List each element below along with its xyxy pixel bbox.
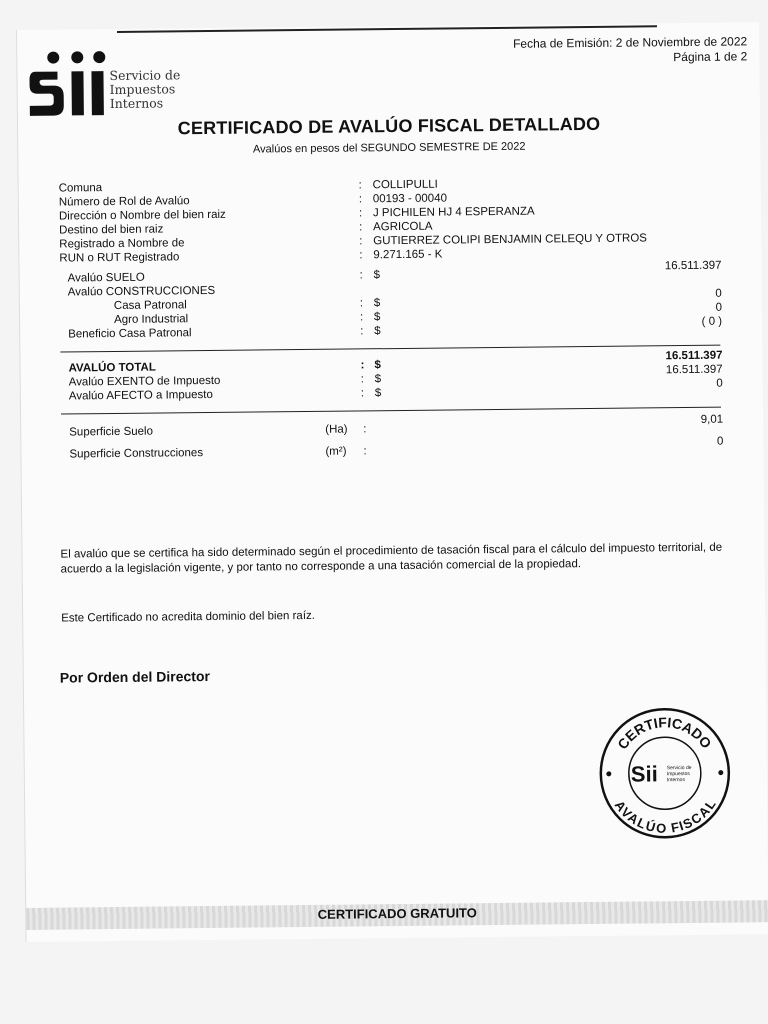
colon: :: [359, 249, 363, 262]
colon: :: [359, 269, 363, 282]
currency: $: [373, 297, 381, 310]
dominio-note: Este Certificado no acredita dominio del bien raíz.: [61, 609, 315, 625]
seal-small-text: Internos: [666, 777, 686, 784]
logo-text: Servicio de Impuestos Internos: [109, 67, 181, 112]
sii-logo-icon: [27, 49, 110, 118]
issue-date: Fecha de Emisión: 2 de Noviembre de 2022: [512, 34, 748, 51]
colon: :: [359, 235, 363, 248]
currency: $: [373, 311, 381, 324]
surface-unit: (m²): [325, 445, 347, 458]
avaluo-label: Casa Patronal: [113, 299, 187, 312]
colon: :: [360, 387, 365, 400]
field-label: Registrado a Nombre de: [59, 237, 185, 251]
page-number: Página 1 de 2: [673, 49, 748, 65]
amount: 0: [715, 301, 723, 314]
field-value: 00193 - 00040: [372, 192, 448, 206]
currency: $: [374, 387, 382, 400]
divider: [61, 407, 721, 415]
colon: :: [360, 373, 364, 386]
amount: ( 0 ): [701, 315, 723, 328]
colon: :: [359, 297, 364, 310]
disclaimer-paragraph: El avalúo que se certifica ha sido determinado según el procedimiento de tasación fiscal para el cálculo del impuesto territorial, de acuerdo a la legislación vigente, y por tanto no corresponde a una tasación comercial de la propiedad.: [60, 541, 723, 576]
currency: $: [374, 359, 381, 372]
avaluo-label: Beneficio Casa Patronal: [68, 327, 192, 341]
amount: 16.511.397: [664, 259, 722, 273]
seal-small-text: Impuestos: [666, 770, 690, 778]
surface-label: Superficie Suelo: [69, 425, 154, 439]
colon: :: [360, 325, 364, 338]
field-label: Número de Rol de Avalúo: [58, 195, 190, 209]
amount: 16.511.397: [665, 363, 723, 377]
certificate-seal-icon: [596, 705, 733, 842]
colon: :: [358, 207, 363, 220]
certificate-page: [16, 22, 768, 942]
colon: :: [360, 359, 365, 372]
colon: :: [358, 179, 362, 192]
seal-top-text: CERTIFICADO: [614, 714, 715, 753]
surface-amount: 9,01: [700, 413, 724, 426]
colon: :: [363, 423, 367, 436]
field-value: GUTIERREZ COLIPI BENJAMIN CELEQU Y OTROS: [373, 232, 647, 248]
field-label: Dirección o Nombre del bien raiz: [58, 208, 226, 223]
surface-label: Superficie Construcciones: [69, 447, 204, 461]
avaluo-label: Agro Industrial: [113, 313, 189, 326]
top-rule: [117, 25, 657, 33]
divider: [60, 345, 720, 353]
seal-small-text: Servicio de: [666, 764, 692, 772]
total-label: AVALÚO TOTAL: [68, 361, 156, 375]
field-label: RUN o RUT Registrado: [59, 251, 180, 265]
currency: $: [373, 269, 381, 282]
field-value: J PICHILEN HJ 4 ESPERANZA: [372, 205, 535, 220]
surface-amount: 0: [716, 435, 724, 448]
total-label: Avalúo AFECTO a Impuesto: [68, 388, 213, 403]
field-label: Destino del bien raiz: [59, 223, 164, 237]
colon: :: [358, 193, 363, 206]
currency: $: [374, 325, 381, 338]
document-title: CERTIFICADO DE AVALÚO FISCAL DETALLADO: [177, 113, 601, 139]
total-amount: 16.511.397: [665, 349, 723, 363]
colon: :: [359, 311, 364, 324]
field-value: 9.271.165 - K: [373, 248, 443, 262]
field-label: Comuna: [58, 182, 103, 195]
seal-center-text: Sii: [630, 761, 658, 787]
amount: 0: [716, 377, 723, 390]
seal-bottom-text: AVALÚO FISCAL: [611, 796, 719, 837]
field-value: AGRICOLA: [373, 220, 433, 234]
currency: $: [374, 373, 382, 386]
avaluo-label: Avalúo SUELO: [67, 271, 145, 285]
director-signoff: Por Orden del Director: [59, 668, 211, 686]
document-subtitle: Avalúos en pesos del SEGUNDO SEMESTRE DE 2022: [252, 140, 526, 156]
field-value: COLLIPULLI: [372, 178, 438, 192]
amount: 0: [715, 287, 722, 300]
avaluo-label: Avalúo CONSTRUCCIONES: [67, 284, 216, 299]
surface-unit: (Ha): [325, 423, 348, 436]
colon: :: [359, 221, 363, 234]
colon: :: [363, 445, 367, 458]
total-label: Avalúo EXENTO de Impuesto: [68, 374, 221, 389]
header-right: [513, 34, 747, 66]
footer-text: CERTIFICADO GRATUITO: [317, 905, 477, 922]
